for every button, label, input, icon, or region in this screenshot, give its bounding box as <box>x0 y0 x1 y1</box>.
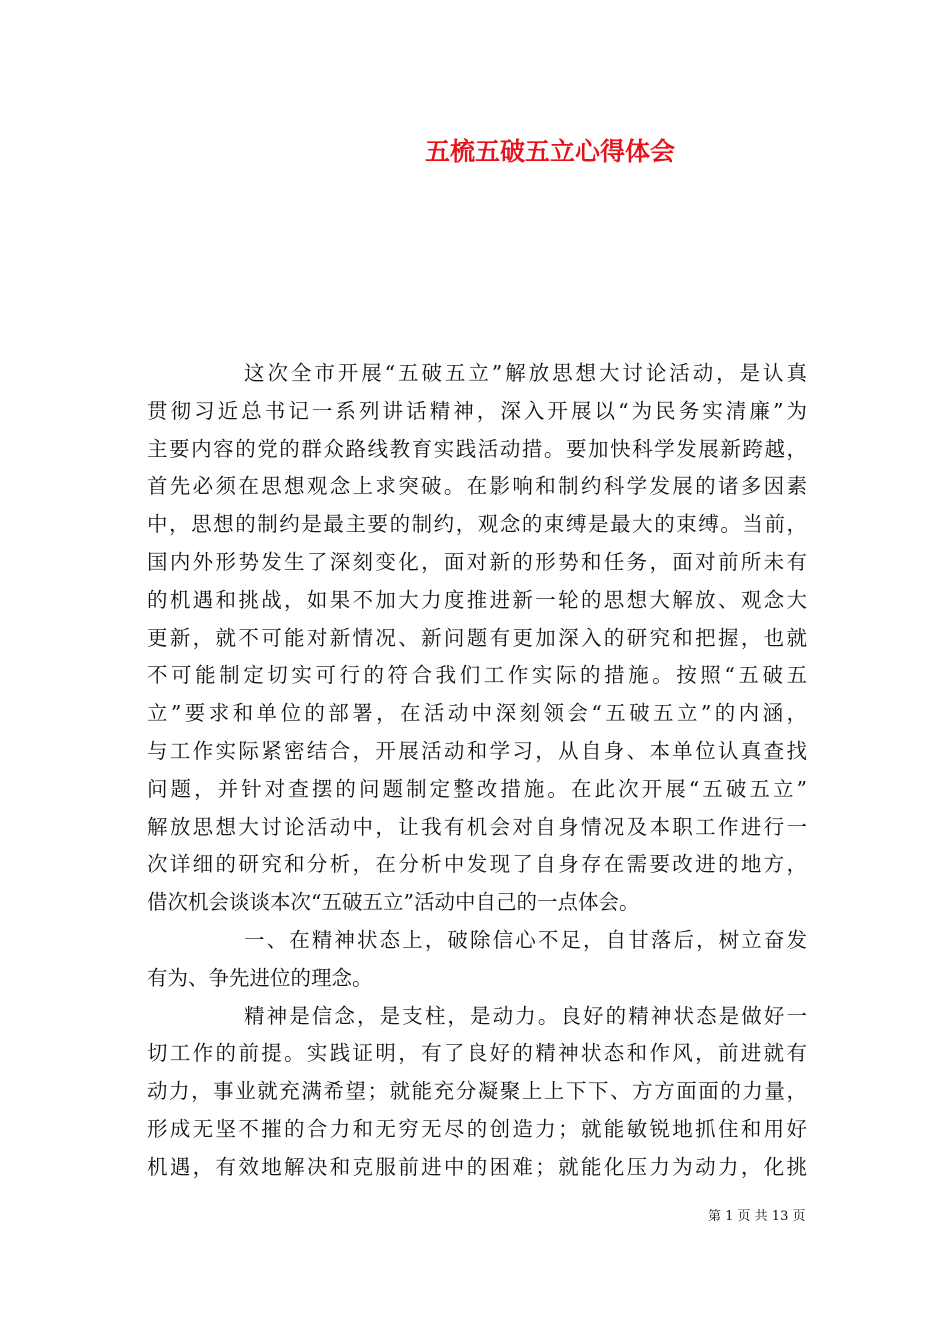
body-line: 解放思想大讨论活动中，让我有机会对自身情况及本职工作进行一 <box>147 814 807 839</box>
body-line: 借次机会谈谈本次“五破五立”活动中自己的一点体会。 <box>147 890 640 915</box>
body-line: 有为、争先进位的理念。 <box>147 965 373 990</box>
body-line: 更新，就不可能对新情况、新问题有更加深入的研究和把握，也就 <box>147 625 807 650</box>
body-line: 立”要求和单位的部署，在活动中深刻领会“五破五立”的内涵， <box>147 701 807 726</box>
document-body <box>147 355 807 1187</box>
body-line: 形成无坚不摧的合力和无穷无尽的创造力；就能敏锐地抓住和用好 <box>147 1116 807 1141</box>
body-line: 不可能制定切实可行的符合我们工作实际的措施。按照“五破五 <box>147 663 807 688</box>
body-line: 切工作的前提。实践证明，有了良好的精神状态和作风，前进就有 <box>147 1041 807 1066</box>
body-line: 机遇，有效地解决和克服前进中的困难；就能化压力为动力，化挑 <box>147 1154 807 1179</box>
body-line: 精神是信念，是支柱，是动力。良好的精神状态是做好一 <box>244 1003 807 1028</box>
body-line: 次详细的研究和分析，在分析中发现了自身存在需要改进的地方， <box>147 852 807 877</box>
page-footer: 第 1 页 共 13 页 <box>708 1209 806 1224</box>
body-line: 问题，并针对查摆的问题制定整改措施。在此次开展“五破五立” <box>147 776 807 801</box>
body-line: 中，思想的制约是最主要的制约，观念的束缚是最大的束缚。当前， <box>147 512 807 537</box>
body-line: 主要内容的党的群众路线教育实践活动措。要加快科学发展新跨越， <box>147 436 807 461</box>
body-line: 动力，事业就充满希望；就能充分凝聚上上下下、方方面面的力量， <box>147 1079 807 1104</box>
body-line: 贯彻习近总书记一系列讲话精神，深入开展以“为民务实清廉”为 <box>147 398 807 423</box>
body-line: 首先必须在思想观念上求突破。在影响和制约科学发展的诸多因素 <box>147 474 807 499</box>
body-line: 的机遇和挑战，如果不加大力度推进新一轮的思想大解放、观念大 <box>147 587 807 612</box>
body-line: 一、在精神状态上，破除信心不足，自甘落后，树立奋发 <box>244 927 807 952</box>
body-line: 国内外形势发生了深刻变化，面对新的形势和任务，面对前所未有 <box>147 549 807 574</box>
body-line: 这次全市开展“五破五立”解放思想大讨论活动，是认真 <box>244 361 807 385</box>
body-line: 与工作实际紧密结合，开展活动和学习，从自身、本单位认真查找 <box>147 738 807 763</box>
document-title: 五梳五破五立心得体会 <box>424 137 675 166</box>
